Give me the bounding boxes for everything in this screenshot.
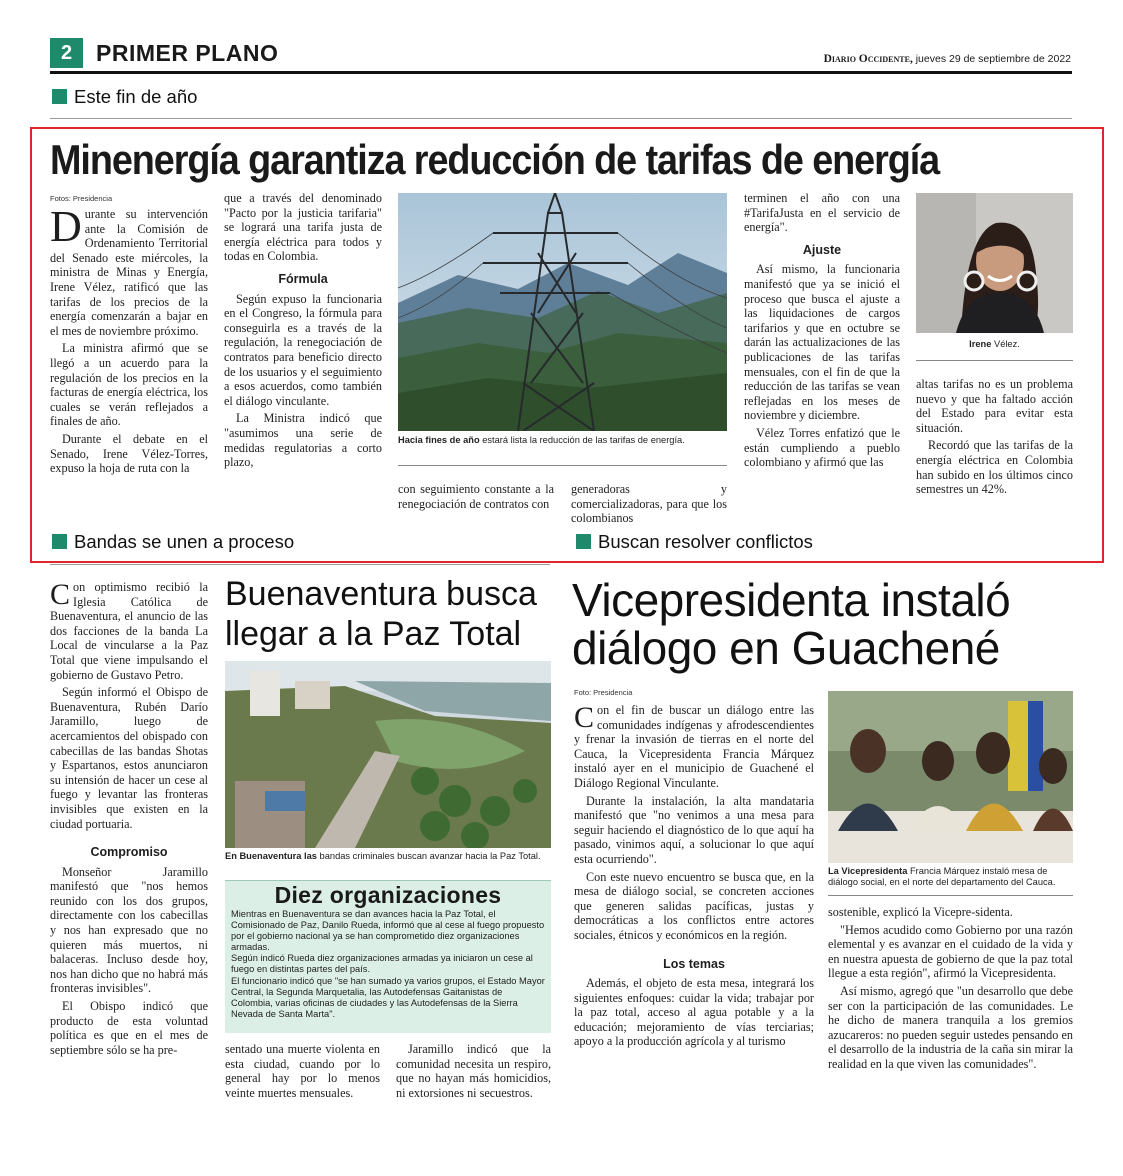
subhead-ajuste: Ajuste: [802, 242, 842, 257]
right-col2-p1: sostenible, explicó la Vicepre-sidenta.: [828, 905, 1013, 919]
irene-velez-portrait: [916, 193, 1073, 333]
main-col1-p2: La ministra afirmó que se llegó a un acuerdo para la regulación de los precios en la facturas de energía eléctrica, los cuales se verán reflejados a finales de año.: [50, 341, 208, 429]
left-col2-text: sentado una muerte violenta en esta ciudad, cuando por lo general hay por lo menos veinte muertes mensuales.: [225, 1042, 380, 1100]
left-col2: [225, 1042, 380, 1103]
right-col2-p2: "Hemos acudido como Gobierno por una razón elemental y es avanzar en el cuidado de la vida y en nuestra apuesta de gobierno de que la paz total llegue a esta región", afirmó la Vicepresidenta.: [828, 922, 1073, 981]
main-col2-top: que a través del denominado "Pacto por la justicia tarifaria" se logrará una tarifa justa de energía eléctrica para todos y todas en Colombia.: [224, 191, 382, 264]
buenaventura-caption-bold: En Buenaventura las: [225, 851, 317, 861]
main-col1: [50, 202, 208, 479]
right-kicker: [576, 531, 813, 553]
masthead-date: [824, 53, 1071, 65]
vicepresidenta-photo: [828, 691, 1073, 863]
buenaventura-caption: [225, 851, 551, 862]
right-col1: [574, 703, 814, 1052]
subhead-formula: Fórmula: [278, 271, 328, 286]
vicepresidenta-image: [828, 691, 1073, 863]
left-col1b-p1: Monseñor Jaramillo manifestó que "nos hemos reunido con los dos grupos, directamente con los cabecillas y nos han expresado que no quieren más muertos, ni balaceras. Incluso desde hoy, nos han dicho que no habrá más fronteras invisibles".: [50, 864, 208, 996]
left-col1-p2: Según informó el Obispo de Buenaventura, Rubén Darío Jaramillo, luego de acercamientos del obispado con cabecillas de las bandas Shotas y Espartanos, estos anunciaron su intensión de hacer un cese al fuego y levantar las fronteras invisibles que existen en la ciudad portuaria.: [50, 685, 208, 831]
right-kicker-square-icon: [576, 534, 591, 549]
left-kicker: [52, 531, 294, 553]
box-p1: Mientras en Buenaventura se dan avances hacia la Paz Total, el Comisionado de Paz, Danilo Rueda, informó que al cese al fuego propuesto por el gobierno nacional ya se han comprometido diez organizaciones armadas.: [231, 909, 545, 953]
kicker-rule: [50, 118, 1072, 119]
left-headline-line2: llegar a la Paz Total: [225, 615, 522, 653]
vicepresidenta-rule: [828, 895, 1073, 896]
portrait-caption-text: Vélez.: [991, 339, 1020, 349]
main-photo-rule: [398, 465, 727, 466]
main-col5-top: terminen el año con una #TarifaJusta en el servicio de energía".: [744, 191, 900, 235]
main-photo-caption-bold: Hacia fines de año: [398, 435, 480, 445]
portrait-image: [916, 193, 1073, 333]
buenaventura-image: [225, 661, 551, 848]
box-body: [225, 909, 551, 1020]
vicepresidenta-caption: [828, 866, 1073, 888]
left-headline: [225, 574, 537, 654]
right-col2-p3: Así mismo, agregó que "un desarrollo que debe ser con la participación de las comunidades. Le he dicho de manera tranquila a los gremios azucareros: no pueden seguir ustedes pensando en el desarrollo de la industria de la caña sin mirar la realidad en la que viven las comunidades".: [828, 983, 1073, 1071]
left-dropcap: C: [50, 578, 71, 611]
page-number: 2: [60, 42, 73, 64]
main-col6-p1: altas tarifas no es un problema nuevo y que ha faltado acción del Estado para evitar esta situación.: [916, 377, 1073, 435]
right-col1-p3: Con este nuevo encuentro se busca que, en la mesa de diálogo social, se concreten acciones que generen salidas pacíficas, justas y democráticas a los conflictos entre actores sociales, étnicos y económicos en la región.: [574, 869, 814, 942]
portrait-caption-bold: Irene: [969, 339, 992, 349]
main-col5-p2: Vélez Torres enfatizó que le están cumpliendo a pueblo colombiano y afirmó que las: [744, 425, 900, 470]
main-credit: Fotos: Presidencia: [50, 194, 113, 203]
left-col3: [396, 1042, 551, 1103]
main-col1-p1: urante su intervención ante la Comisión de Ordenamiento Territorial del Senado este miércoles, la ministra de Minas y Energía, Irene Vélez, ratificó que las tarifas de los precios de la energía comenzarán a bajar en el mes de noviembre próximo.: [50, 207, 208, 338]
main-photo-caption: [398, 435, 727, 446]
main-col5-p1: Así mismo, la funcionaria manifestó que ya se inició el proceso que busca el ajuste a las liquidaciones de cargos tarifarios y que en octubre se darán las actualizaciones de las publicaciones de las tarifas mensuales, con el fin de que la reducción de las tarifas se vean reflejadas en los meses de noviembre y diciembre.: [744, 262, 900, 423]
main-col4-text: generadoras y comercializadoras, para que los colombianos: [571, 482, 727, 526]
right-subhead-temas: Los temas: [663, 956, 725, 971]
main-col6: [916, 377, 1073, 500]
main-col1-p3: Durante el debate en el Senado, Irene Vélez-Torres, expuso la hoja de ruta con la: [50, 431, 208, 476]
main-col2-p1: Según expuso la funcionaria en el Congreso, la fórmula para conseguirla es a través de la regulación, la renegociación de contratos para beneficio directo de los usuarios y el seguimiento a esos acuerdos, como también el diálogo vinculante.: [224, 291, 382, 408]
main-col3-text: con seguimiento constante a la renegociación de contratos con: [398, 482, 554, 511]
left-kicker-rule: [50, 564, 550, 565]
diez-organizaciones-box: [225, 880, 551, 1033]
main-col6-p2: Recordó que las tarifas de la energía eléctrica en Colombia han subido en los últimos cinco semestres un 42%.: [916, 438, 1073, 497]
right-col1b: Además, el objeto de esta mesa, integrará los siguientes enfoques: cuidar la vida; trabajar por la paz total, acceso al agua potable y a la educación; mejoramiento de vías terciarias; apoyo a la producción agrícola y al turismo: [574, 976, 814, 1049]
power-tower-image: [398, 193, 727, 431]
right-col2: [828, 905, 1073, 1075]
box-title: Diez organizaciones: [274, 882, 502, 908]
right-col1-p2: Durante la instalación, la alta mandataria manifestó que "no venimos a una mesa para seguir haciendo el diagnóstico de lo que aquí ha pasado, vinimos aquí, a solucionar lo que aquí esta ocurriendo".: [574, 793, 814, 866]
section-title: PRIMER PLANO: [96, 40, 279, 66]
page-number-badge: [50, 38, 83, 68]
top-kicker: [52, 86, 197, 108]
main-headline: Minenergía garantiza reducción de tarifas de energía: [50, 136, 940, 183]
right-kicker-text: Buscan resolver conflictos: [598, 531, 813, 552]
main-col2: [224, 191, 382, 473]
main-dropcap: D: [50, 202, 82, 251]
left-col1b-p2: El Obispo indicó que producto de esta voluntad política es que en el mes de septiembre sólo se ha pre-: [50, 999, 208, 1057]
box-p2: Según indicó Rueda diez organizaciones armadas ya iniciaron un cese al fuego en distintas partes del país.: [231, 953, 533, 975]
paper-name: Diario Occidente,: [823, 53, 913, 65]
left-subhead-compromiso: Compromiso: [90, 845, 168, 860]
buenaventura-photo: [225, 661, 551, 848]
kicker-square-icon: [52, 89, 67, 104]
box-p3: El funcionario indicó que "se han sumado ya varios grupos, el Estado Mayor Central, la Segunda Marquetalia, las Autodefensas Gaitanistas de Colombia, varias oficinas de ciudades y las Autodefensas de la Sierra Nevada de Santa Marta".: [231, 975, 545, 1019]
main-col5: [744, 191, 900, 473]
main-photo-caption-text: estará lista la reducción de las tarifas de energía.: [479, 435, 685, 445]
power-tower-photo: [398, 193, 727, 431]
main-col3-bottom: [398, 482, 554, 514]
left-kicker-square-icon: [52, 534, 67, 549]
vicepresidenta-caption-text: Francia Márquez instaló mesa de diálogo social, en el norte del departamento del Cauca.: [828, 866, 1056, 887]
buenaventura-caption-text: bandas criminales buscan avanzar hacia la Paz Total.: [316, 851, 541, 861]
main-col4-bottom: [571, 482, 727, 529]
right-credit: Foto: Presidencia: [574, 688, 633, 697]
left-col1-p1: on optimismo recibió la Iglesia Católica de Buenaventura, el anuncio de las dos facciones de la banda La Local de vincularse a la Paz Total que viene impulsando el gobierno de Gustavo Petro.: [50, 580, 208, 682]
vicepresidenta-caption-bold: La Vicepresidenta: [828, 866, 908, 876]
right-col1-p1: on el fin de buscar un diálogo entre las comunidades indígenas y afrodescendientes y frenar la invasión de tierras en el norte del Cauca, la Vicepresidenta Francia Márquez instaló ayer en el municipio de Guachené el Diálogo Regional Vinculante.: [574, 703, 814, 790]
right-headline-line1: Vicepresidenta instaló: [572, 574, 1011, 626]
left-kicker-text: Bandas se unen a proceso: [74, 531, 295, 552]
top-kicker-text: Este fin de año: [74, 86, 198, 107]
portrait-caption: [916, 339, 1073, 350]
right-headline: [572, 576, 1010, 672]
main-col2-p2: La Ministra indicó que "asumimos una serie de medidas regulatorias a corto plazo,: [224, 411, 382, 470]
left-col1: [50, 580, 208, 1060]
right-dropcap: C: [574, 701, 595, 734]
right-headline-line2: diálogo en Guachené: [572, 622, 1000, 674]
issue-date: jueves 29 de septiembre de 2022: [915, 53, 1071, 65]
left-col3-text: Jaramillo indicó que la comunidad necesita un respiro, que no hayan más homicidios, ni extorsiones ni secuestros.: [396, 1042, 551, 1100]
left-headline-line1: Buenaventura busca: [225, 575, 537, 613]
header-rule: [50, 71, 1072, 74]
portrait-rule: [916, 360, 1073, 361]
